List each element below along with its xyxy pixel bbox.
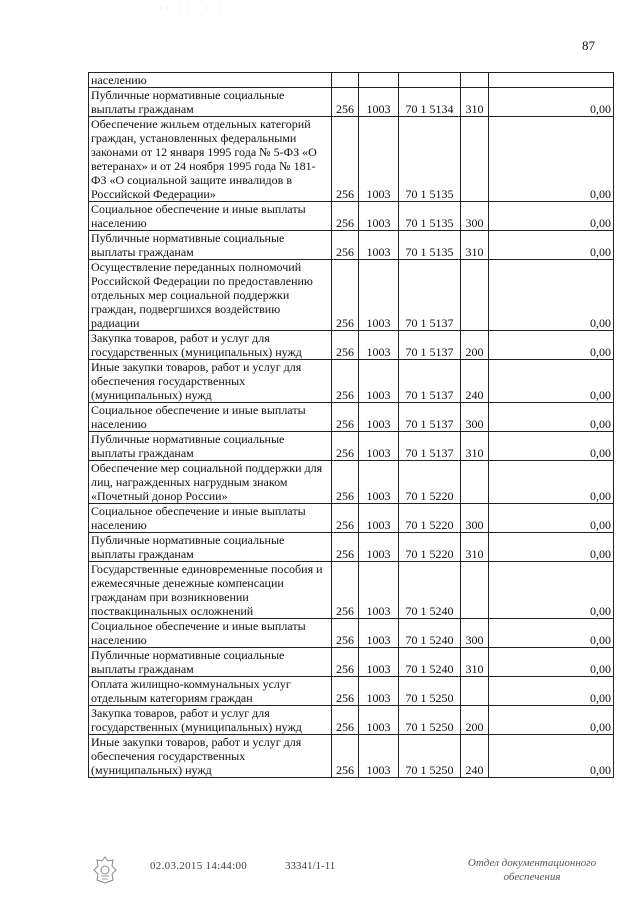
code-cell-4 [461,260,489,331]
footer-datetime: 02.03.2015 14:44:00 [150,860,248,872]
description-cell: Публичные нормативные социальные выплаты гражданам [89,533,332,562]
table-row [89,73,614,88]
coat-of-arms-icon [92,855,118,885]
code-cell-3: 70 1 5134 [399,88,461,117]
code-cell-2: 1003 [359,735,399,778]
amount-cell: 0,00 [489,88,614,117]
code-cell-3: 70 1 5137 [399,260,461,331]
code-cell-1: 256 [332,648,359,677]
table-row [89,706,614,735]
amount-cell: 0,00 [489,403,614,432]
amount-cell: 0,00 [489,432,614,461]
code-cell-4: 300 [461,619,489,648]
code-cell-1: 256 [332,360,359,403]
code-cell-2 [359,73,399,88]
table-row [89,533,614,562]
code-cell-4 [461,562,489,619]
code-cell-4: 310 [461,533,489,562]
code-cell-1: 256 [332,504,359,533]
code-cell-1: 256 [332,706,359,735]
code-cell-3: 70 1 5135 [399,202,461,231]
code-cell-4: 300 [461,202,489,231]
footer-document-code: 33341/1-11 [285,860,336,872]
code-cell-1: 256 [332,677,359,706]
description-cell: населению [89,73,332,88]
description-cell: Социальное обеспечение и иные выплаты населению [89,619,332,648]
description-cell: Оплата жилищно-коммунальных услуг отдельным категориям граждан [89,677,332,706]
code-cell-2: 1003 [359,360,399,403]
code-cell-3: 70 1 5220 [399,504,461,533]
code-cell-2: 1003 [359,331,399,360]
code-cell-1: 256 [332,403,359,432]
table-row [89,260,614,331]
code-cell-4 [461,461,489,504]
code-cell-3: 70 1 5137 [399,331,461,360]
code-cell-1: 256 [332,461,359,504]
page-number: 87 [582,38,595,53]
table-row [89,619,614,648]
table-row [89,360,614,403]
code-cell-4 [461,117,489,202]
table-row [89,677,614,706]
code-cell-4: 300 [461,504,489,533]
code-cell-4: 310 [461,432,489,461]
code-cell-1: 256 [332,533,359,562]
description-cell: Государственные единовременные пособия и ежемесячные денежные компенсации гражданам при возникновении поствакцинальных осложнений [89,562,332,619]
amount-cell: 0,00 [489,562,614,619]
code-cell-2: 1003 [359,117,399,202]
code-cell-3: 70 1 5220 [399,533,461,562]
code-cell-2: 1003 [359,432,399,461]
code-cell-1: 256 [332,331,359,360]
description-cell: Иные закупки товаров, работ и услуг для обеспечения государственных (муниципальных) нужд [89,360,332,403]
table-row [89,461,614,504]
table-row [89,88,614,117]
description-cell: Публичные нормативные социальные выплаты гражданам [89,648,332,677]
code-cell-2: 1003 [359,461,399,504]
code-cell-4: 200 [461,331,489,360]
description-cell: Социальное обеспечение и иные выплаты населению [89,202,332,231]
description-cell: Социальное обеспечение и иные выплаты населению [89,504,332,533]
description-cell: Публичные нормативные социальные выплаты гражданам [89,432,332,461]
description-cell: Закупка товаров, работ и услуг для государственных (муниципальных) нужд [89,706,332,735]
code-cell-2: 1003 [359,619,399,648]
description-cell: Социальное обеспечение и иные выплаты населению [89,403,332,432]
code-cell-4: 300 [461,403,489,432]
amount-cell: 0,00 [489,504,614,533]
table-row [89,648,614,677]
code-cell-2: 1003 [359,677,399,706]
table-row [89,403,614,432]
table-row [89,735,614,778]
code-cell-3: 70 1 5135 [399,231,461,260]
code-cell-2: 1003 [359,260,399,331]
amount-cell: 0,00 [489,619,614,648]
budget-table [88,72,614,778]
code-cell-3: 70 1 5240 [399,619,461,648]
code-cell-4: 240 [461,735,489,778]
code-cell-4 [461,73,489,88]
code-cell-1: 256 [332,117,359,202]
code-cell-4: 310 [461,88,489,117]
table-row [89,231,614,260]
code-cell-3: 70 1 5250 [399,677,461,706]
code-cell-3: 70 1 5250 [399,735,461,778]
description-cell: Публичные нормативные социальные выплаты гражданам [89,88,332,117]
code-cell-2: 1003 [359,231,399,260]
table-row [89,117,614,202]
table-row [89,432,614,461]
table-row [89,504,614,533]
amount-cell: 0,00 [489,360,614,403]
code-cell-4: 310 [461,231,489,260]
amount-cell: 0,00 [489,533,614,562]
amount-cell: 0,00 [489,735,614,778]
code-cell-3: 70 1 5220 [399,461,461,504]
code-cell-1: 256 [332,202,359,231]
table-row [89,202,614,231]
amount-cell: 0,00 [489,231,614,260]
scan-specks: ·· ··· · · [160,4,225,13]
table-row [89,562,614,619]
amount-cell [489,73,614,88]
amount-cell: 0,00 [489,260,614,331]
amount-cell: 0,00 [489,677,614,706]
amount-cell: 0,00 [489,331,614,360]
amount-cell: 0,00 [489,202,614,231]
code-cell-1: 256 [332,619,359,648]
code-cell-1: 256 [332,231,359,260]
code-cell-2: 1003 [359,403,399,432]
code-cell-1: 256 [332,88,359,117]
code-cell-2: 1003 [359,648,399,677]
code-cell-2: 1003 [359,504,399,533]
code-cell-3: 70 1 5250 [399,706,461,735]
code-cell-4: 240 [461,360,489,403]
code-cell-2: 1003 [359,562,399,619]
code-cell-4: 310 [461,648,489,677]
description-cell: Обеспечение жильем отдельных категорий граждан, установленных федеральными законами от 12 января 1995 года № 5-ФЗ «О ветеранах» и от 24 ноября 1995 года № 181-ФЗ «О социальной защите инвалидов в Российской Федерации» [89,117,332,202]
code-cell-2: 1003 [359,202,399,231]
code-cell-3: 70 1 5137 [399,403,461,432]
table-row [89,331,614,360]
description-cell: Закупка товаров, работ и услуг для государственных (муниципальных) нужд [89,331,332,360]
code-cell-2: 1003 [359,706,399,735]
code-cell-3: 70 1 5137 [399,432,461,461]
code-cell-2: 1003 [359,533,399,562]
amount-cell: 0,00 [489,117,614,202]
code-cell-1: 256 [332,260,359,331]
description-cell: Иные закупки товаров, работ и услуг для обеспечения государственных (муниципальных) нужд [89,735,332,778]
footer-dept-line-2: обеспечения [503,871,561,883]
amount-cell: 0,00 [489,706,614,735]
code-cell-1 [332,73,359,88]
code-cell-1: 256 [332,562,359,619]
footer-department-stamp [452,856,612,884]
code-cell-4: 200 [461,706,489,735]
code-cell-3 [399,73,461,88]
description-cell: Осуществление переданных полномочий Российской Федерации по предоставлению отдельных мер социальной поддержки граждан, подвергшихся воздействию радиации [89,260,332,331]
code-cell-3: 70 1 5240 [399,648,461,677]
code-cell-3: 70 1 5135 [399,117,461,202]
footer-dept-line-1: Отдел документационного [467,857,597,869]
amount-cell: 0,00 [489,648,614,677]
code-cell-1: 256 [332,735,359,778]
code-cell-3: 70 1 5240 [399,562,461,619]
code-cell-3: 70 1 5137 [399,360,461,403]
description-cell: Публичные нормативные социальные выплаты гражданам [89,231,332,260]
amount-cell: 0,00 [489,461,614,504]
code-cell-2: 1003 [359,88,399,117]
code-cell-1: 256 [332,432,359,461]
code-cell-4 [461,677,489,706]
description-cell: Обеспечение мер социальной поддержки для лиц, награжденных нагрудным знаком «Почетный донор России» [89,461,332,504]
